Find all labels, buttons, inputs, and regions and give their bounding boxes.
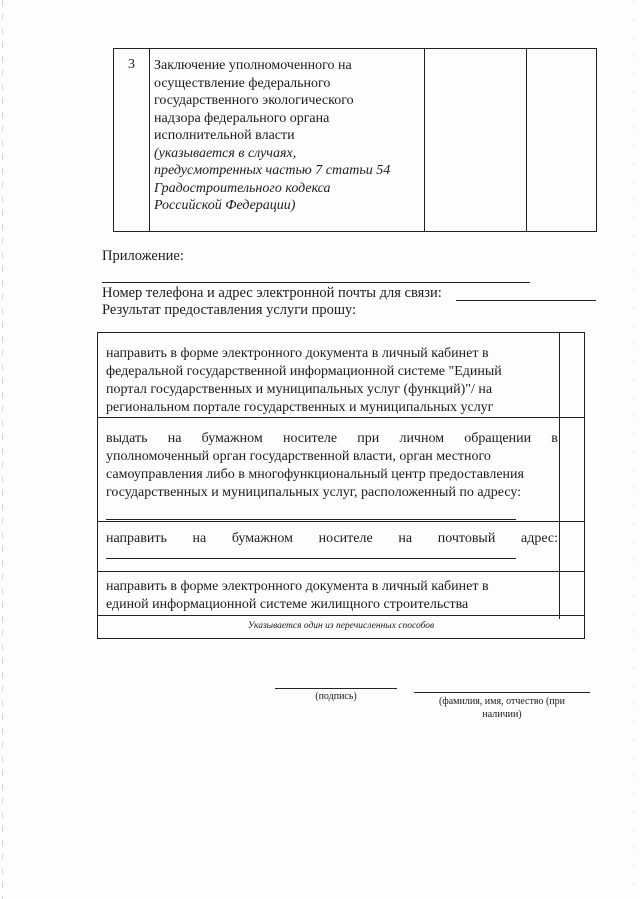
- option-word: направить: [106, 531, 167, 546]
- documents-table: [113, 48, 597, 232]
- appendix-fill-line[interactable]: [102, 282, 530, 283]
- description-line: Заключение уполномоченного на: [154, 58, 352, 73]
- option-word: носителе: [282, 431, 338, 446]
- postal-address-fill-line[interactable]: [106, 558, 516, 559]
- option-row-paper-in-person: [98, 417, 584, 522]
- option-row-portal: [98, 333, 584, 417]
- option-checkbox-eisgs[interactable]: [559, 572, 584, 619]
- description-line: государственного экологического: [154, 93, 354, 108]
- delivery-options-table: [97, 332, 585, 639]
- option-line: единой информационной системе жилищного строительства: [106, 597, 469, 612]
- option-line: региональном портале государственных и муниципальных услуг: [106, 400, 494, 415]
- option-text: [106, 345, 558, 417]
- option-line: уполномоченный орган государственной власти, орган местного: [106, 449, 491, 464]
- option-line: государственных и муниципальных услуг, расположенный по адресу:: [106, 485, 522, 500]
- table-column-divider: [424, 49, 425, 231]
- option-checkbox-paper-mail[interactable]: [559, 522, 584, 572]
- contact-fill-line[interactable]: [456, 300, 596, 301]
- address-fill-line[interactable]: [106, 519, 516, 520]
- description-note-line: предусмотренных частью 7 статьи 54: [154, 163, 391, 178]
- option-text: [106, 530, 558, 548]
- option-checkbox-paper-in-person[interactable]: [559, 418, 584, 522]
- option-line: портал государственных и муниципальных услуг (функций)"/ на: [106, 382, 493, 397]
- table-column-divider: [526, 49, 527, 231]
- description-note-line: Градостроительного кодекса: [154, 180, 331, 196]
- table-column-divider: [149, 49, 150, 231]
- row-description: [154, 57, 424, 215]
- option-word: носителе: [318, 531, 373, 546]
- option-line: направить в форме электронного документа в личный кабинет в: [106, 346, 489, 361]
- options-note: Указывается один из перечисленных способов: [98, 615, 584, 638]
- option-word: бумажном: [201, 431, 263, 446]
- full-name-label: [414, 695, 590, 721]
- contact-label: Номер телефона и адрес электронной почты для связи:: [102, 285, 442, 301]
- option-word: бумажном: [231, 531, 293, 546]
- option-word: выдать: [106, 431, 148, 446]
- option-checkbox-portal[interactable]: [559, 333, 584, 417]
- full-name-label-line: наличии): [482, 709, 522, 720]
- option-word: в: [551, 431, 558, 446]
- full-name-line[interactable]: [414, 692, 590, 693]
- option-word: на: [398, 531, 413, 546]
- appendix-label: Приложение:: [102, 248, 184, 264]
- option-row-paper-mail: [98, 521, 584, 572]
- scan-edge-left: [2, 0, 3, 899]
- result-label: Результат предоставления услуги прошу:: [102, 302, 357, 318]
- option-line: самоуправления либо в многофункциональный центр предоставления: [106, 467, 524, 482]
- option-word: адрес:: [520, 531, 558, 546]
- option-line: направить в форме электронного документа в личный кабинет в: [106, 579, 489, 594]
- description-line: осуществление федерального: [154, 75, 331, 91]
- option-text: [106, 578, 558, 614]
- description-note-line: Российской Федерации): [154, 198, 296, 213]
- signature-line[interactable]: [275, 688, 397, 689]
- option-text: [106, 430, 558, 502]
- option-line: [106, 530, 558, 548]
- option-line: федеральной государственной информационной системе "Единый: [106, 364, 502, 379]
- description-note-line: (указывается в случаях,: [154, 145, 297, 161]
- description-line: надзора федерального органа: [154, 110, 330, 126]
- option-word: почтовый: [437, 531, 496, 546]
- option-word: на: [192, 531, 207, 546]
- full-name-label-line: (фамилия, имя, отчество (при: [438, 696, 566, 707]
- row-number: 3: [128, 57, 135, 72]
- option-line: [106, 430, 558, 448]
- option-row-eisgs: [98, 571, 584, 619]
- description-line: исполнительной власти: [154, 128, 295, 143]
- scan-edge-right: [633, 0, 634, 899]
- option-word: на: [167, 431, 182, 446]
- option-word: при: [357, 431, 380, 446]
- signature-label: (подпись): [315, 691, 357, 702]
- option-word: личном: [399, 431, 445, 446]
- option-word: обращении: [464, 431, 532, 446]
